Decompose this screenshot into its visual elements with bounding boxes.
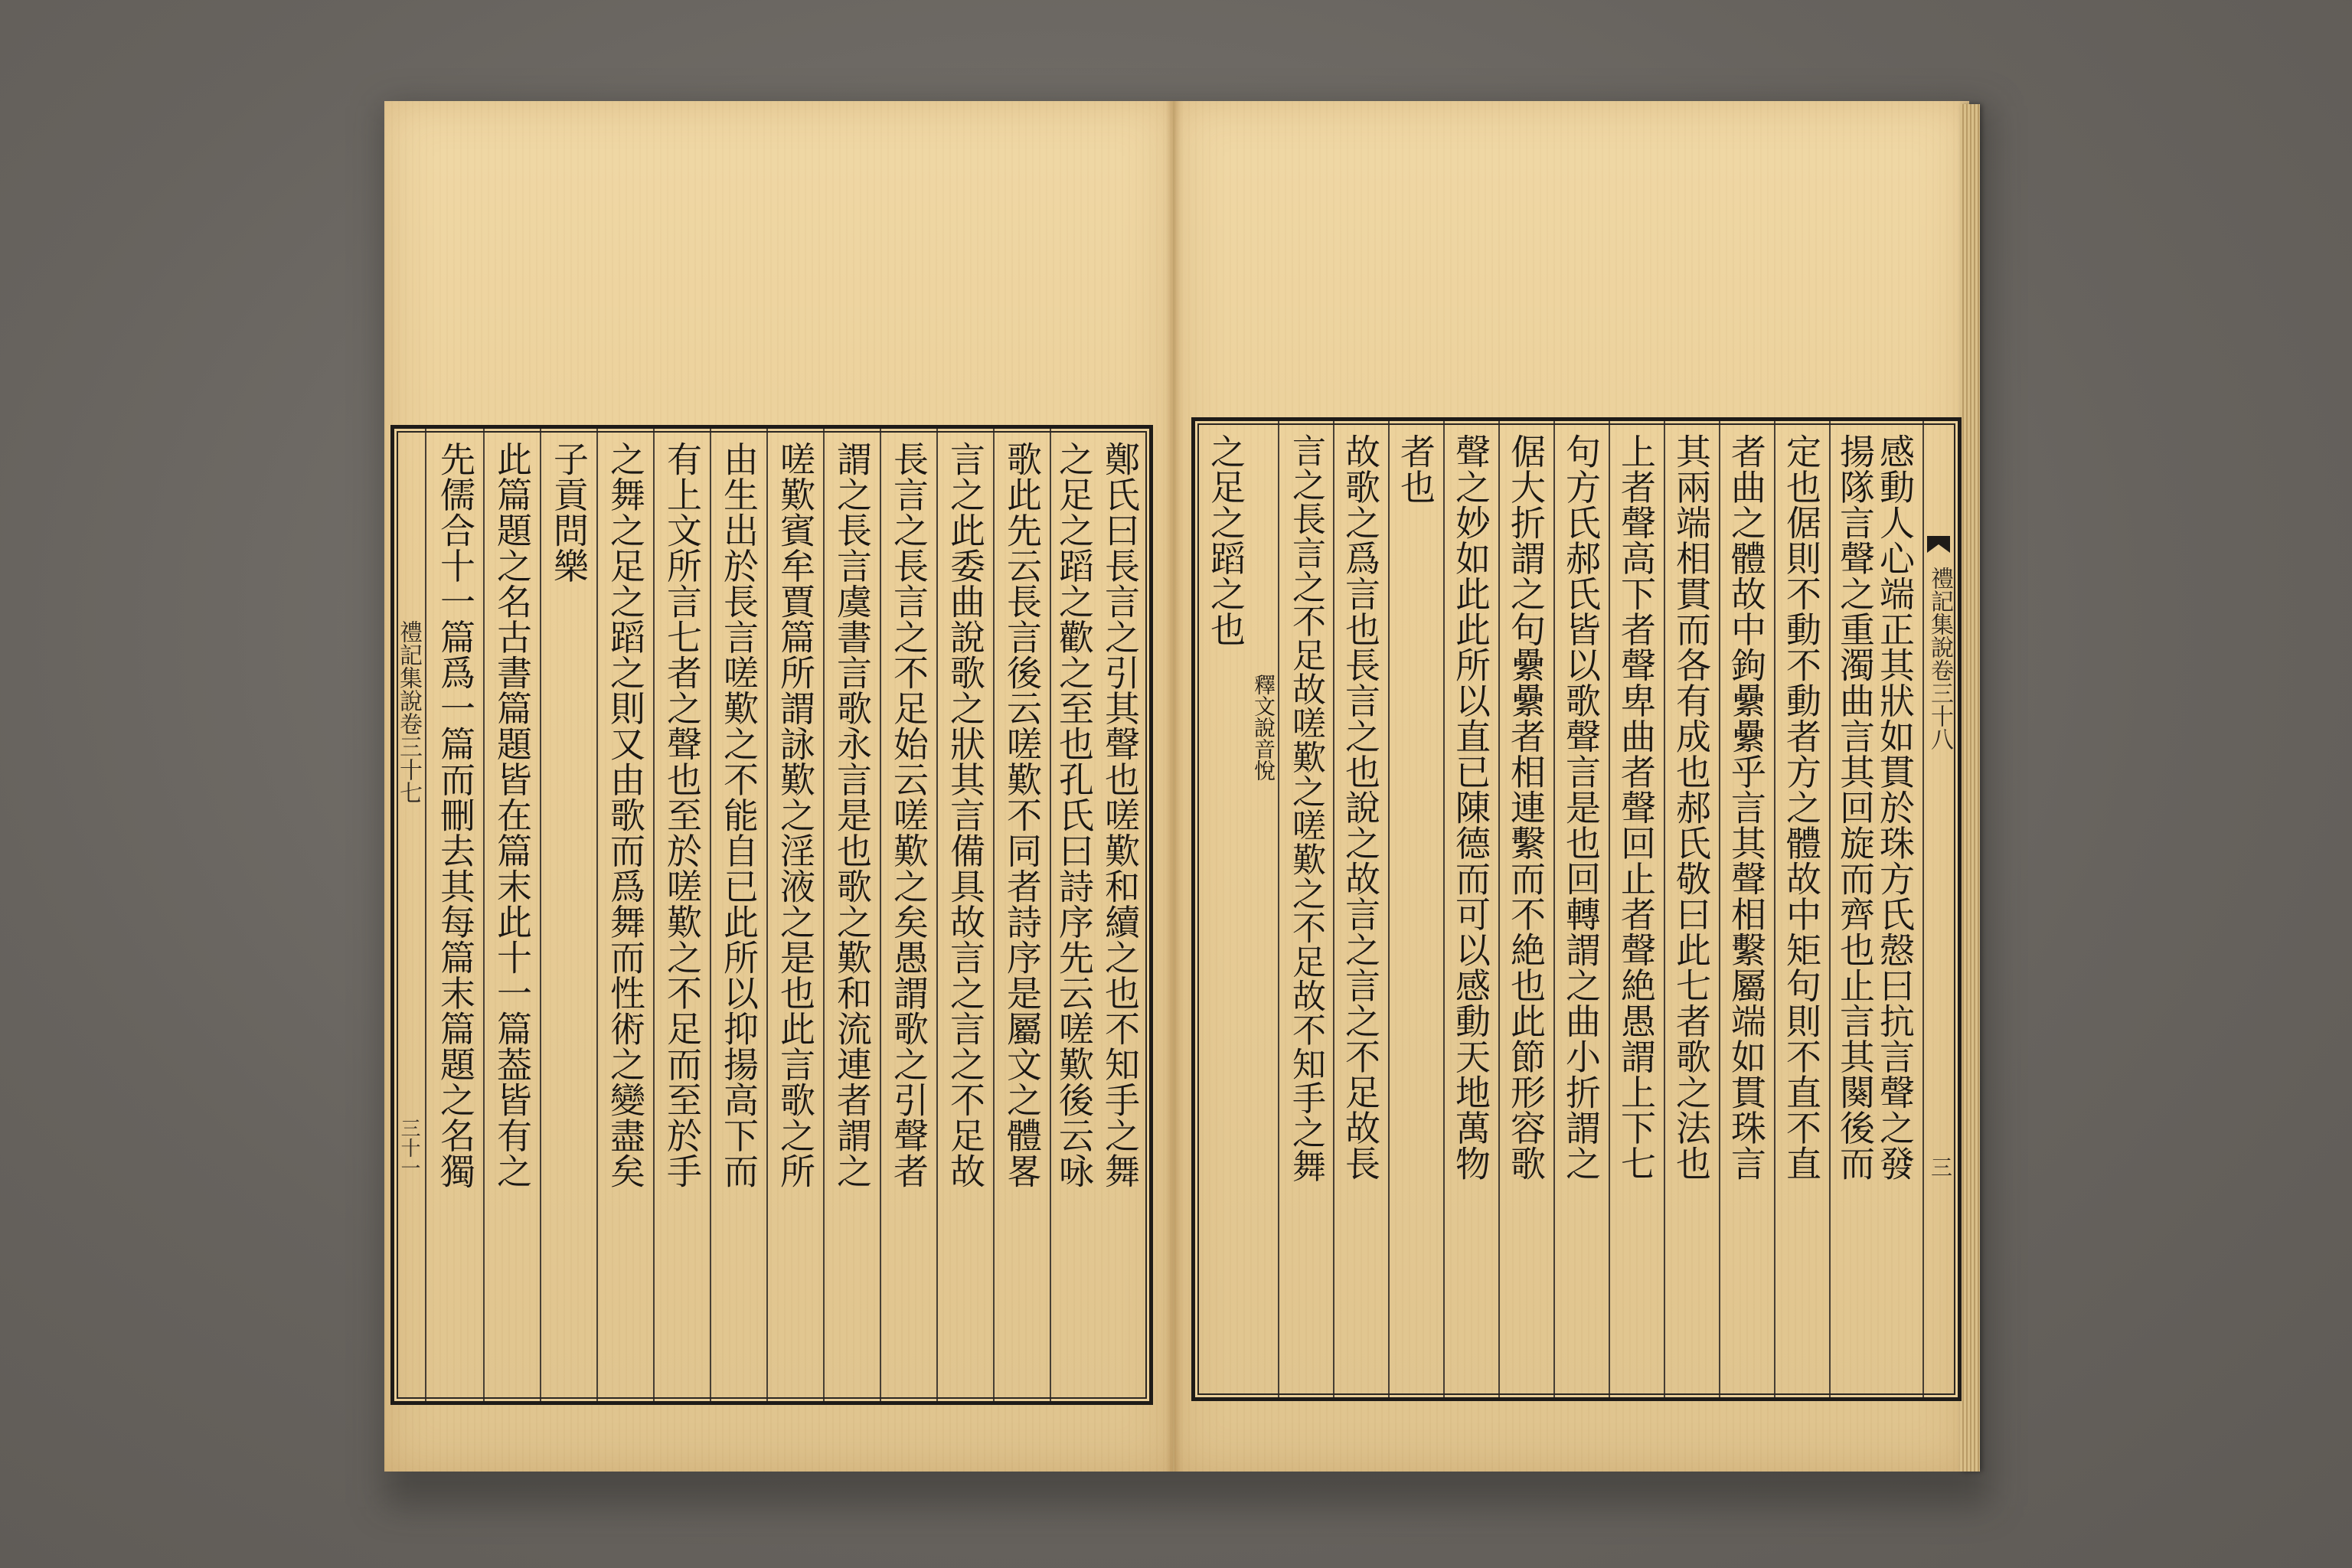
left-column-8: 由生出於長言嗟歎之不能自已此所以抑揚高下而 xyxy=(718,441,760,1189)
right-column-5: 其兩端相貫而各有成也郝氏敬曰此七者歌之法也 xyxy=(1671,433,1712,1181)
book-gutter xyxy=(1165,101,1182,1472)
left-banxin-title: 禮記集說卷三十七 xyxy=(395,620,422,804)
left-column-5: 長言之長言之不足始云嗟歎之矣愚謂歌之引聲者 xyxy=(888,441,929,1189)
right-column-13: 之足之蹈之也 xyxy=(1205,433,1246,647)
column-rule xyxy=(483,429,485,1401)
column-rule xyxy=(710,429,711,1401)
right-column-11: 故歌之爲言也長言之也說之故言之言之不足故長 xyxy=(1340,433,1381,1181)
left-text-frame xyxy=(390,425,1153,1405)
column-rule xyxy=(596,429,598,1401)
right-column-7: 句方氏郝氏皆以歌聲言是也回轉謂之曲小折謂之 xyxy=(1560,433,1602,1181)
right-column-8: 倨大折謂之句纍纍者相連繫而不絶也此節形容歌 xyxy=(1505,433,1547,1181)
column-rule xyxy=(1278,421,1279,1397)
column-rule xyxy=(880,429,881,1401)
fishtail-mark xyxy=(1927,536,1950,553)
column-rule xyxy=(540,429,541,1401)
right-text-frame xyxy=(1191,417,1962,1401)
column-rule xyxy=(1443,421,1445,1397)
column-rule xyxy=(766,429,768,1401)
column-rule xyxy=(993,429,995,1401)
right-column-12: 言之長言之不足故嗟歎之嗟歎之不足故不知手之舞 xyxy=(1286,433,1325,1183)
left-column-11: 子貢問樂 xyxy=(548,441,590,583)
right-column-13-note: 釋文說音悅 xyxy=(1251,674,1276,781)
right-banxin-title: 禮記集說卷三十八 xyxy=(1926,567,1953,750)
column-rule xyxy=(1553,421,1555,1397)
right-column-1: 感動人心端正其狀如貫於珠方氏慤曰抗言聲之發 xyxy=(1874,433,1916,1181)
left-column-12: 此篇題之名古書篇題皆在篇末此十一篇葢皆有之 xyxy=(492,441,533,1189)
right-column-6: 上者聲高下者聲卑曲者聲回止者聲絶愚謂上下七 xyxy=(1615,433,1657,1181)
column-rule xyxy=(1333,421,1334,1397)
left-column-9: 有上文所言七者之聲也至於嗟歎之不足而至於手 xyxy=(662,441,703,1189)
right-column-9: 聲之妙如此此所以直已陳德而可以感動天地萬物 xyxy=(1450,433,1491,1181)
right-column-10: 者也 xyxy=(1395,433,1436,505)
column-rule xyxy=(1609,421,1610,1397)
column-rule xyxy=(1664,421,1665,1397)
left-column-4: 言之此委曲說歌之狀其言備具故言之言之不足故 xyxy=(945,441,986,1189)
right-banxin-page: 三 xyxy=(1928,1156,1953,1178)
left-column-7: 嗟歎賓牟賈篇所謂詠歎之淫液之是也此言歌之所 xyxy=(775,441,816,1189)
left-banxin-page: 三十一 xyxy=(397,1118,420,1178)
column-rule xyxy=(653,429,655,1401)
left-column-13: 先儒合十一篇爲一篇而刪去其每篇末篇題之名獨 xyxy=(435,441,476,1189)
left-column-1: 鄭氏曰長言之引其聲也嗟歎和續之也不知手之舞 xyxy=(1099,441,1141,1189)
column-rule xyxy=(936,429,938,1401)
column-rule xyxy=(823,429,825,1401)
right-column-3: 定也倨則不動不動者方之體故中矩句則不直不直 xyxy=(1781,433,1822,1181)
page-edges xyxy=(1960,104,1980,1472)
left-banxin xyxy=(394,429,425,1401)
left-column-3: 歌此先云長言後云嗟歎不同者詩序是屬文之體畧 xyxy=(1001,441,1043,1189)
left-column-2: 之足之蹈之歡之至也孔氏曰詩序先云嗟歎後云咏 xyxy=(1054,441,1095,1189)
right-column-4: 者曲之體故中鉤纍纍乎言其聲相繫屬端如貫珠言 xyxy=(1726,433,1767,1181)
right-banxin xyxy=(1924,421,1952,1397)
column-rule xyxy=(425,429,426,1401)
column-rule xyxy=(1719,421,1720,1397)
right-column-2: 揚隊言聲之重濁曲言其回旋而齊也止言其闋後而 xyxy=(1834,433,1876,1181)
left-column-6: 謂之長言虞書言歌永言是也歌之歎和流連者謂之 xyxy=(831,441,873,1189)
left-column-10: 之舞之足之蹈之則又由歌而爲舞而性術之變盡矣 xyxy=(605,441,646,1189)
column-rule xyxy=(1774,421,1775,1397)
column-rule xyxy=(1388,421,1390,1397)
column-rule xyxy=(1498,421,1500,1397)
